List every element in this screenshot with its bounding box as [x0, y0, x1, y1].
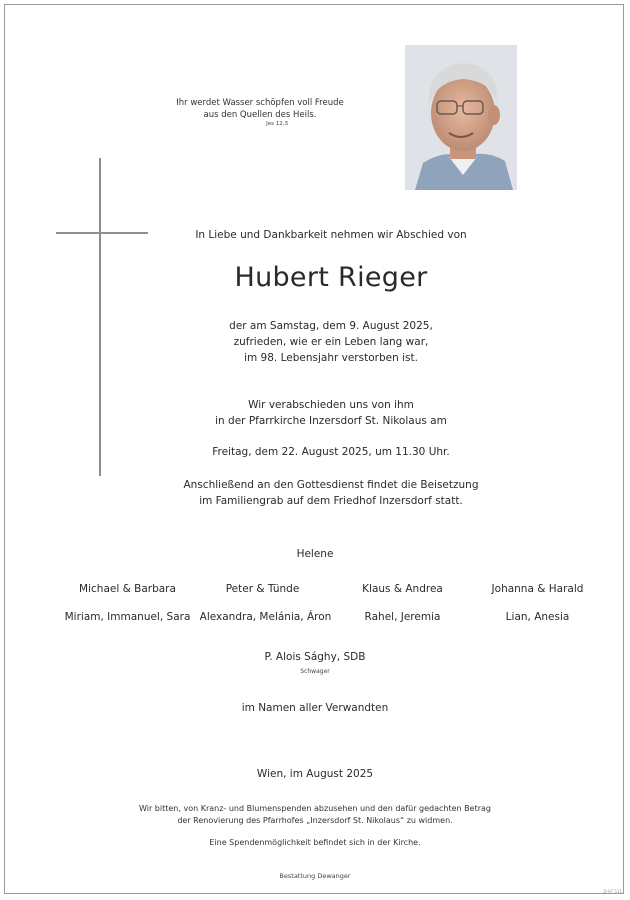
farewell-line-2: in der Pfarrkirche Inzersdorf St. Nikolaus am	[215, 415, 447, 427]
family-wife: Helene	[296, 548, 334, 560]
verse-reference: Jes 12,3	[266, 121, 288, 127]
bible-verse	[150, 97, 370, 121]
family-child-2: Peter & Tünde	[225, 583, 300, 595]
donation-line-1: Wir bitten, von Kranz- und Blumenspenden abzusehen und den dafür gedachten Betrag	[139, 804, 491, 813]
burial-line-1: Anschließend an den Gottesdienst findet die Beisetzung	[183, 479, 479, 491]
family-grandchildren-1: Miriam, Immanuel, Sara	[64, 611, 191, 623]
verse-line-1: Ihr werdet Wasser schöpfen voll Freude	[176, 98, 344, 108]
family-child-3: Klaus & Andrea	[362, 583, 443, 595]
donation-line-3: Eine Spendenmöglichkeit befindet sich in der Kirche.	[209, 838, 421, 847]
death-notice	[150, 318, 512, 366]
farewell-notice	[150, 397, 512, 429]
cross-horizontal-bar	[56, 232, 148, 234]
burial-notice	[150, 477, 512, 509]
burial-line-2: im Familiengrab auf dem Friedhof Inzersdorf statt.	[199, 495, 463, 507]
family-child-4: Johanna & Harald	[491, 583, 584, 595]
farewell-date: Freitag, dem 22. August 2025, um 11.30 Uhr.	[212, 446, 450, 458]
cross-vertical-bar	[99, 158, 101, 476]
farewell-line-1: Wir verabschieden uns von ihm	[248, 399, 414, 411]
brother-in-law-role: Schwager	[300, 668, 330, 675]
document-code: D-97 511	[603, 889, 622, 894]
brother-in-law-name: P. Alois Sághy, SDB	[264, 651, 366, 663]
place-date: Wien, im August 2025	[256, 768, 374, 780]
donation-notice	[60, 803, 570, 827]
undertaker: Bestattung Dewanger	[279, 872, 351, 880]
family-grandchildren-4: Lian, Anesia	[505, 611, 570, 623]
death-line-1: der am Samstag, dem 9. August 2025,	[229, 320, 433, 332]
death-line-2: zufrieden, wie er ein Leben lang war,	[233, 336, 429, 348]
family-child-1: Michael & Barbara	[79, 583, 176, 595]
family-grandchildren-3: Rahel, Jeremia	[364, 611, 441, 623]
portrait-photo	[405, 45, 517, 190]
intro-text: In Liebe und Dankbarkeit nehmen wir Abschied von	[195, 229, 467, 241]
verse-line-2: aus den Quellen des Heils.	[203, 110, 317, 120]
donation-line-2: der Renovierung des Pfarrhofes „Inzersdorf St. Nikolaus“ zu widmen.	[177, 816, 453, 825]
death-line-3: im 98. Lebensjahr verstorben ist.	[244, 352, 418, 364]
deceased-name: Hubert Rieger	[234, 262, 428, 293]
relatives-text: im Namen aller Verwandten	[241, 702, 389, 714]
family-grandchildren-2: Alexandra, Melánia, Áron	[199, 611, 332, 623]
portrait-image	[405, 45, 517, 190]
